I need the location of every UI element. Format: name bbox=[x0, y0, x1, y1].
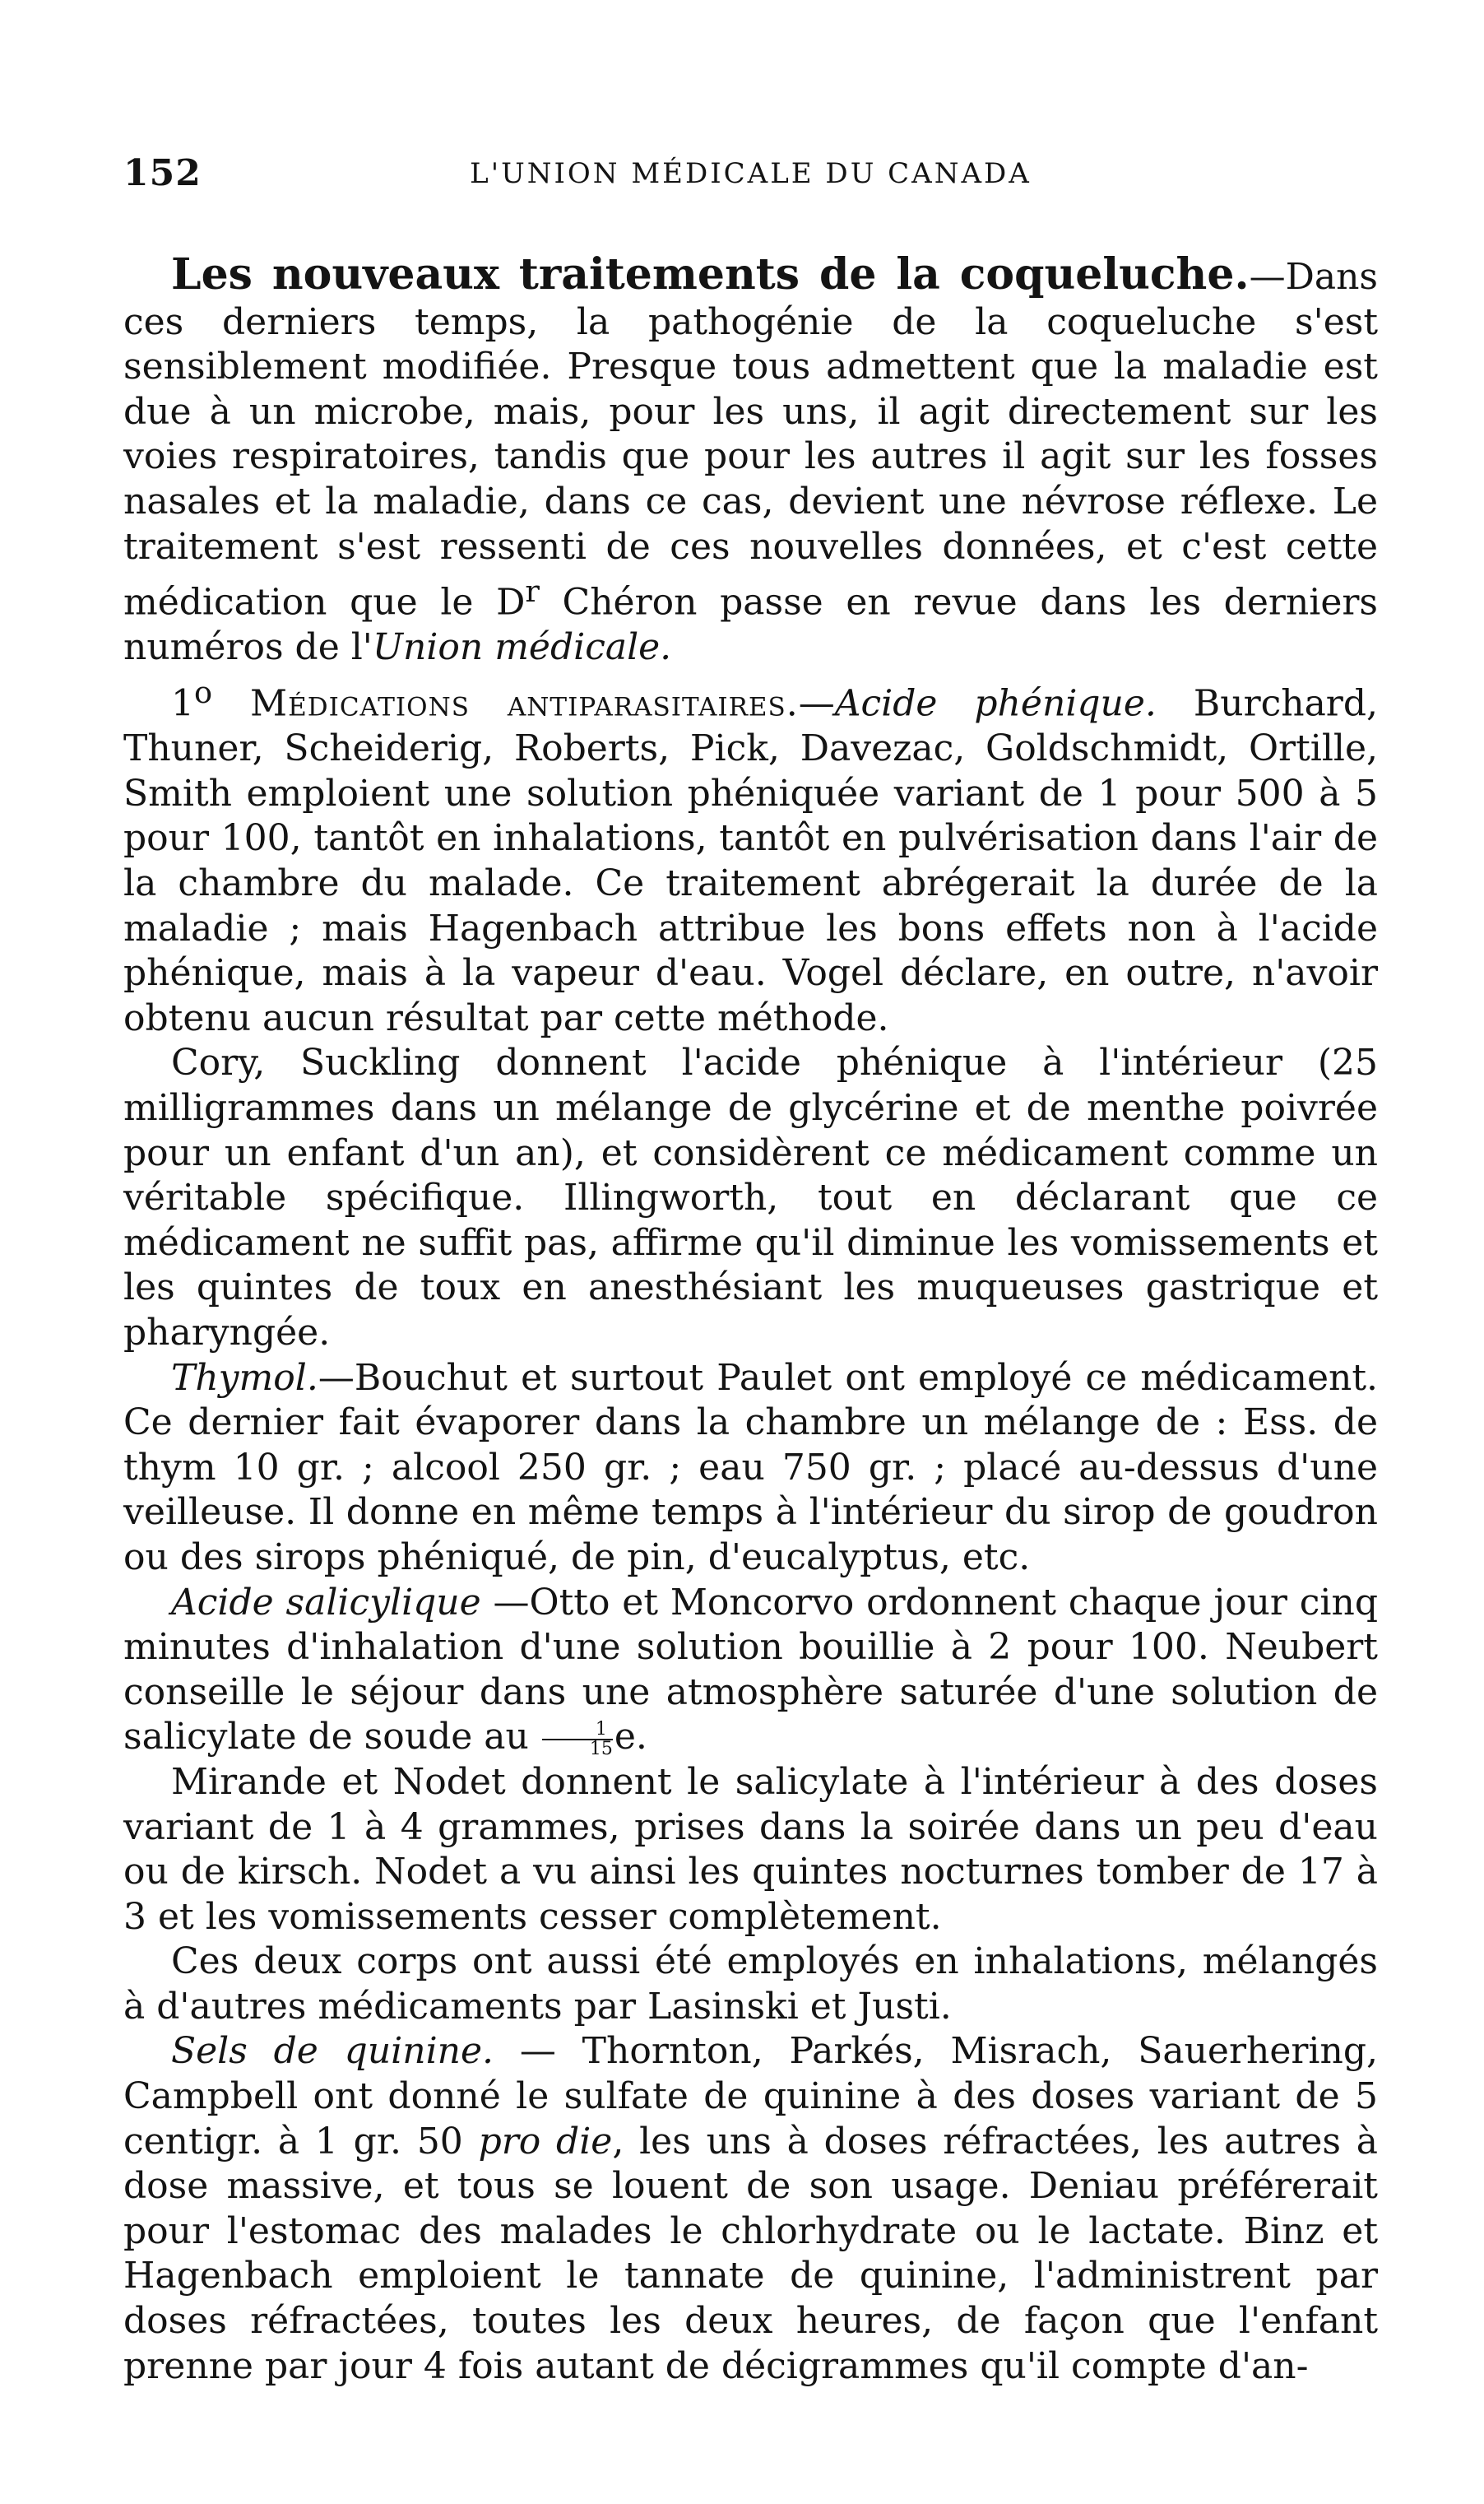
quinine-subject: Sels de quinine. bbox=[171, 2030, 494, 2073]
section-heading: Médications antiparasitaires. bbox=[212, 682, 799, 725]
document-page bbox=[123, 152, 1378, 2389]
paragraph-section-1 bbox=[123, 671, 1378, 1041]
thymol-subject: Thymol. bbox=[171, 1356, 318, 1399]
fraction-numerator: 1 bbox=[542, 1721, 613, 1740]
thymol-text: —Bouchut et surtout Paulet ont employé ce médicament. Ce dernier fait évaporer dans la chambre un mélange de : Ess. de thym 10 gr. ; alcool 250 gr. ; eau 750 gr. ; placé au-dessus d'une veilleuse. Il donne en même temps à l'intérieur du sirop de goudron ou des sirops phéniqué, de pin, d'eucalyptus, etc. bbox=[123, 1356, 1378, 1578]
section-dash: — bbox=[798, 682, 835, 725]
article-title: Les nouveaux traitements de la coqueluche. bbox=[171, 249, 1250, 300]
intro-text: —Dans ces derniers temps, la pathogénie de la coqueluche s'est sensiblement modifiée. Presque tous admettent que la maladie est due à un microbe, mais, pour les uns, il agit directement sur les voies respiratoires, tandis que pour les autres il agit sur les fosses nasales et la maladie, dans ce cas, devient une névrose réflexe. Le traitement s'est ressenti de ces nouvelles données, et c'est cette médication que le D bbox=[123, 256, 1378, 624]
salicylique-subject: Acide salicylique bbox=[171, 1581, 481, 1624]
page-number: 152 bbox=[123, 152, 202, 194]
salicylique-end: e. bbox=[614, 1716, 647, 1758]
section-number: 1 bbox=[171, 682, 194, 725]
article-body bbox=[123, 249, 1379, 2389]
salicylique-text: —Otto et Moncorvo ordonnent chaque jour cinq minutes d'inhalation d'une solution bouillie à 2 pour 100. Neubert conseille le séjour dans une atmosphère saturée d'une solution de salicylate de soude au bbox=[123, 1581, 1378, 1758]
fraction-denominator: 15 bbox=[589, 1738, 613, 1759]
quinine-text: — Thornton, Parkés, Misrach, Sauerhering, Campbell ont donné le sulfate de quinine à des doses variant de 5 centigr. à 1 gr. 50 bbox=[123, 2030, 1378, 2163]
paragraph-inhalations: Ces deux corps ont aussi été employés en inhalations, mélangés à d'autres médicaments par Lasinski et Justi. bbox=[123, 1940, 1378, 2028]
paragraph-cory: Cory, Suckling donnent l'acide phénique à l'intérieur (25 milligrammes dans un mélange de glycérine et de menthe poivrée pour un enfant d'un an), et considèrent ce médicament comme un véritable spécifique. Illingworth, tout en déclarant que ce médicament ne suffit pas, affirme qu'il diminue les vomissements et les quintes de toux en anesthésiant les muqueuses gastrique et pharyngée. bbox=[123, 1042, 1378, 1354]
intro-text-end: Chéron passe en revue dans les derniers numéros de l' bbox=[123, 581, 1378, 669]
quinine-text-2: , les uns à doses réfractées, les autres à dose massive, et tous se louent de son usage. Deniau préférerait pour l'estomac des malades le chlorhydrate ou le lactate. Binz et Hagenbach emploient le tannate de quinine, l'administrent par doses réfractées, toutes les deux heures, de façon que l'enfant prenne par jour 4 fois autant de décigrammes qu'il compte d'an- bbox=[123, 2120, 1379, 2387]
quinine-latin: pro die bbox=[478, 2120, 613, 2163]
intro-superscript: r bbox=[525, 574, 540, 610]
running-title: L'UNION MÉDICALE DU CANADA bbox=[470, 157, 1032, 190]
fraction bbox=[542, 1718, 613, 1759]
intro-source: Union médicale. bbox=[372, 626, 672, 669]
paragraph-thymol bbox=[123, 1356, 1378, 1581]
section-subject: Acide phénique. bbox=[834, 682, 1157, 725]
paragraph-mirande: Mirande et Nodet donnent le salicylate à l'intérieur à des doses variant de 1 à 4 grammes, prises dans la soirée dans un peu d'eau ou de kirsch. Nodet a vu ainsi les quintes nocturnes tomber de 17 à 3 et les vomissements cesser complètement. bbox=[123, 1760, 1378, 1938]
paragraph-salicylique bbox=[123, 1581, 1378, 1760]
paragraph-intro bbox=[123, 249, 1378, 671]
section-text: Burchard, Thuner, Scheiderig, Roberts, Pick, Davezac, Goldschmidt, Ortille, Smith emploient une solution phéniquée variant de 1 pour 500 à 5 pour 100, tantôt en inhalations, tantôt en pulvérisation dans l'air de la chambre du malade. Ce traitement abrégerait la durée de la maladie ; mais Hagenbach attribue les bons effets non à l'acide phénique, mais à la vapeur d'eau. Vogel déclare, en outre, n'avoir obtenu aucun résultat par cette méthode. bbox=[123, 682, 1378, 1039]
paragraph-quinine bbox=[123, 2029, 1378, 2389]
page-header bbox=[123, 152, 1378, 202]
section-number-superscript: o bbox=[194, 675, 213, 710]
